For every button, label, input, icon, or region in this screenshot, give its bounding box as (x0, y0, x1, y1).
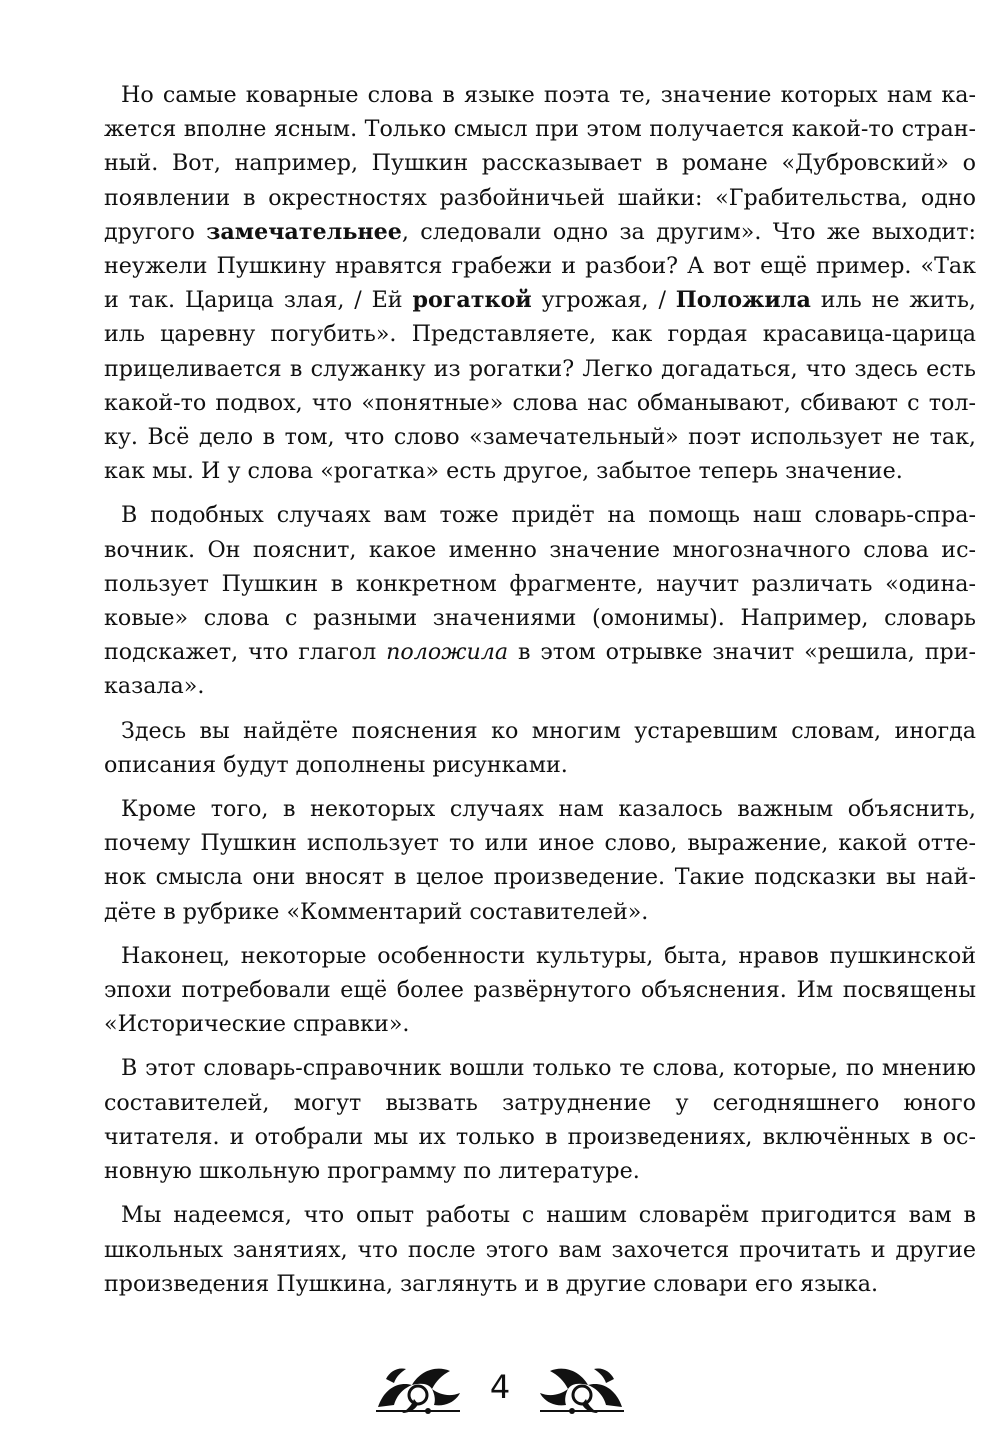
text-run: угрожая, / (531, 287, 676, 314)
emphasized-term: Положила (675, 287, 811, 314)
paragraph (104, 714, 976, 782)
emphasized-term: рогаткой (412, 287, 532, 314)
text-run: Наконец, некоторые особенности культуры, быта, нравов пушкинской эпохи потребовали ещё более развёрнутого объяснения. Им посвящены «Исторические справки». (104, 942, 976, 1038)
paragraph (104, 1051, 976, 1188)
floral-ornament-left-icon (372, 1359, 464, 1415)
text-run: иль не жить, иль царевну погубить». Представляете, как гордая красавица-царица прицеливается в служанку из рогатки? Легко догадаться, что здесь есть какой-то подвох, что «понятные» слова нас обманывают, сбивают с толку. Всё дело в том, что слово «замечательный» поэт использует не так, как мы. И у слова «рогатка» есть другое, забытое теперь значение. (104, 287, 976, 485)
floral-ornament-right-icon (536, 1359, 628, 1415)
emphasized-term: замечательнее (206, 218, 402, 245)
paragraph (104, 498, 976, 703)
text-run: Здесь вы найдёте пояснения ко многим устаревшим словам, иногда описания будут дополнены рисунками. (104, 717, 976, 778)
paragraph (104, 939, 976, 1042)
italic-term: положила (386, 639, 509, 666)
paragraph (104, 792, 976, 929)
paragraph (104, 78, 976, 488)
page-number: 4 (489, 1368, 511, 1406)
paragraph (104, 1198, 976, 1301)
text-run: в этом отрывке значит «решила, приказала». (104, 639, 976, 700)
text-run: Кроме того, в некоторых случаях нам казалось важным объяснить, почему Пушкин использует то или иное слово, выражение, какой оттенок смысла они вносят в целое произведение. Такие подсказки вы найдёте в рубрике «Комментарий составителей». (104, 796, 976, 925)
body-text (104, 78, 976, 1311)
text-run: Мы надеемся, что опыт работы с нашим словарём пригодится вам в школьных занятиях, что после этого вам захочется прочитать и другие произведения Пушкина, заглянуть и в другие словари его языка. (104, 1202, 976, 1297)
text-run: , следовали одно за другим». Что же выходит: неужели Пушкину нравятся грабежи и разбои? А вот ещё пример. «Так и так. Царица злая, / Ей (104, 218, 977, 314)
text-run: В подобных случаях вам тоже придёт на помощь наш словарь-справочник. Он пояснит, какое именно значение многозначного слова использует Пушкин в конкретном фрагменте, научит различать «одинаковые» слова с разными значениями (омонимы). Например, словарь подскажет, что глагол (104, 502, 976, 666)
text-run: Но самые коварные слова в языке поэта те, значение которых нам кажется вполне ясным. Только смысл при этом получается какой-то странный. Вот, например, Пушкин рассказывает в романе «Дубровский» о появлении в окрестностях разбойничьей шайки: «Грабительства, одно другого (104, 82, 976, 245)
text-run: В этот словарь-справочник вошли только те слова, которые, по мнению составителей, могут вызвать затруднение у сегодняшнего юного читателя. и отобрали мы их только в произведениях, включённых в основную школьную программу по литературе. (104, 1055, 976, 1185)
page-footer (0, 1352, 1000, 1422)
